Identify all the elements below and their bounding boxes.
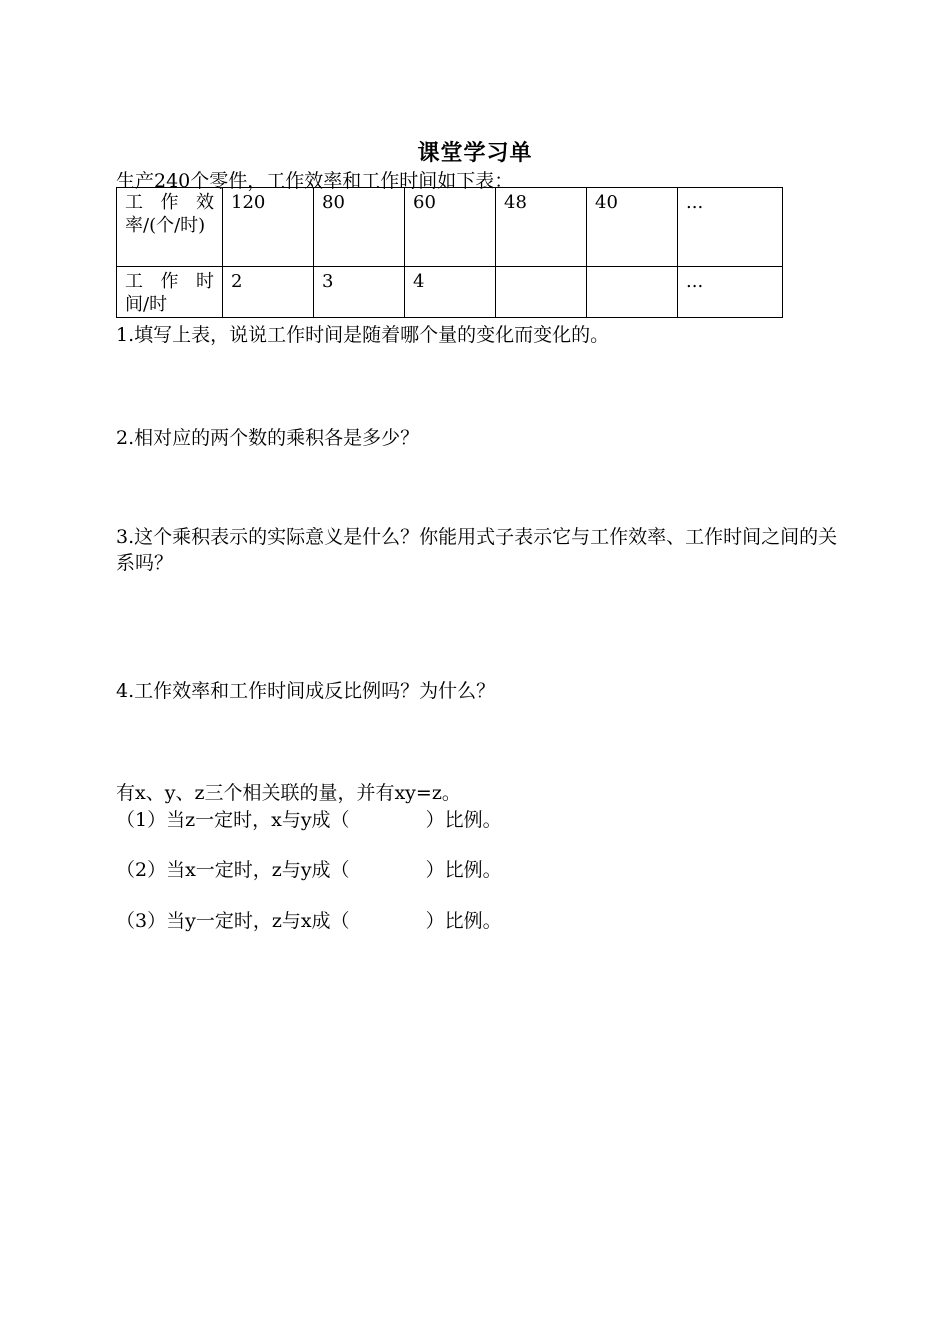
item-prefix: （3）当y一定时，z与x成（	[116, 910, 350, 932]
question-2: 2.相对应的两个数的乘积各是多少？	[116, 427, 420, 449]
table-cell: ...	[678, 267, 783, 318]
table-cell-empty[interactable]	[587, 267, 678, 318]
item-suffix: ）比例。	[425, 809, 502, 831]
relation-statement: 有x、y、z三个相关联的量，并有xy=z。	[116, 782, 461, 804]
table-cell: 48	[496, 188, 587, 267]
item-prefix: （2）当x一定时，z与y成（	[116, 859, 350, 881]
question-3: 3.这个乘积表示的实际意义是什么？你能用式子表示它与工作效率、工作时间之间的关系吗？	[116, 526, 838, 574]
efficiency-time-table	[116, 187, 783, 318]
table-cell: 4	[405, 267, 496, 318]
item-suffix: ）比例。	[425, 859, 502, 881]
question-1: 1.填写上表，说说工作时间是随着哪个量的变化而变化的。	[116, 324, 610, 346]
row-header-time: 工 作 时间/时	[117, 267, 223, 318]
table-cell: 40	[587, 188, 678, 267]
table-row	[117, 267, 783, 318]
table-cell: 80	[314, 188, 405, 267]
intro-text: 生产240个零件，工作效率和工作时间如下表：	[116, 170, 514, 192]
table-cell: 120	[223, 188, 314, 267]
item-suffix: ）比例。	[425, 910, 502, 932]
item-prefix: （1）当z一定时，x与y成（	[116, 809, 350, 831]
fill-in-item-2	[116, 855, 502, 882]
table-cell: 3	[314, 267, 405, 318]
table-cell: 60	[405, 188, 496, 267]
table-cell: 2	[223, 267, 314, 318]
fill-in-item-3	[116, 906, 502, 933]
row-header-efficiency: 工 作 效率/(个/时)	[117, 188, 223, 267]
fill-in-item-1	[116, 805, 502, 832]
question-4: 4.工作效率和工作时间成反比例吗？为什么？	[116, 680, 496, 702]
worksheet-title: 课堂学习单	[417, 140, 533, 166]
table-cell: ...	[678, 188, 783, 267]
table-row	[117, 188, 783, 267]
table-cell-empty[interactable]	[496, 267, 587, 318]
